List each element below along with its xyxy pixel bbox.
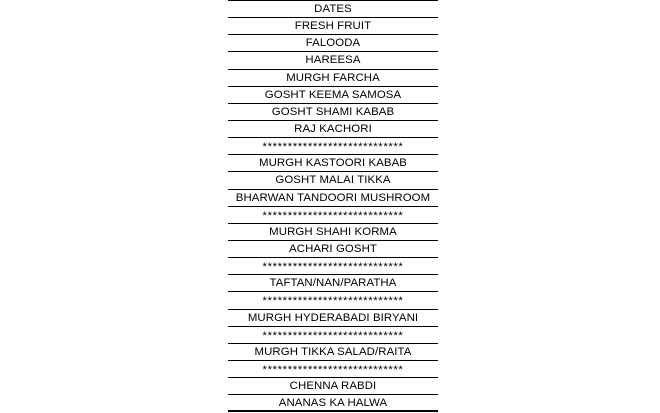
section-separator: **************************** [228,207,438,224]
menu-item-gosht-keema-samosa: GOSHT KEEMA SAMOSA [228,87,438,104]
menu-item-ananas-ka-halwa: ANANAS KA HALWA [228,395,438,412]
menu-item-dates: DATES [228,1,438,18]
menu-item-murgh-tikka-salad-raita: MURGH TIKKA SALAD/RAITA [228,344,438,361]
menu-item-taftan-nan-paratha: TAFTAN/NAN/PARATHA [228,275,438,292]
section-separator: **************************** [228,292,438,309]
menu-item-gosht-malai-tikka: GOSHT MALAI TIKKA [228,172,438,189]
section-separator: **************************** [228,138,438,155]
menu-item-achari-gosht: ACHARI GOSHT [228,241,438,258]
section-separator: **************************** [228,361,438,378]
menu-item-falooda: FALOODA [228,35,438,52]
menu-item-murgh-shahi-korma: MURGH SHAHI KORMA [228,224,438,241]
menu-item-hareesa: HAREESA [228,52,438,69]
menu-item-murgh-hyderabadi-biryani: MURGH HYDERABADI BIRYANI [228,310,438,327]
section-separator: **************************** [228,258,438,275]
menu-table [228,0,438,412]
menu-item-fresh-fruit: FRESH FRUIT [228,18,438,35]
menu-item-murgh-farcha: MURGH FARCHA [228,70,438,87]
menu-item-raj-kachori: RAJ KACHORI [228,121,438,138]
menu-item-murgh-kastoori-kabab: MURGH KASTOORI KABAB [228,155,438,172]
menu-item-bharwan-tandoori-mushroom: BHARWAN TANDOORI MUSHROOM [228,190,438,207]
menu-item-chenna-rabdi: CHENNA RABDI [228,378,438,395]
section-separator: **************************** [228,327,438,344]
menu-item-gosht-shami-kabab: GOSHT SHAMI KABAB [228,104,438,121]
